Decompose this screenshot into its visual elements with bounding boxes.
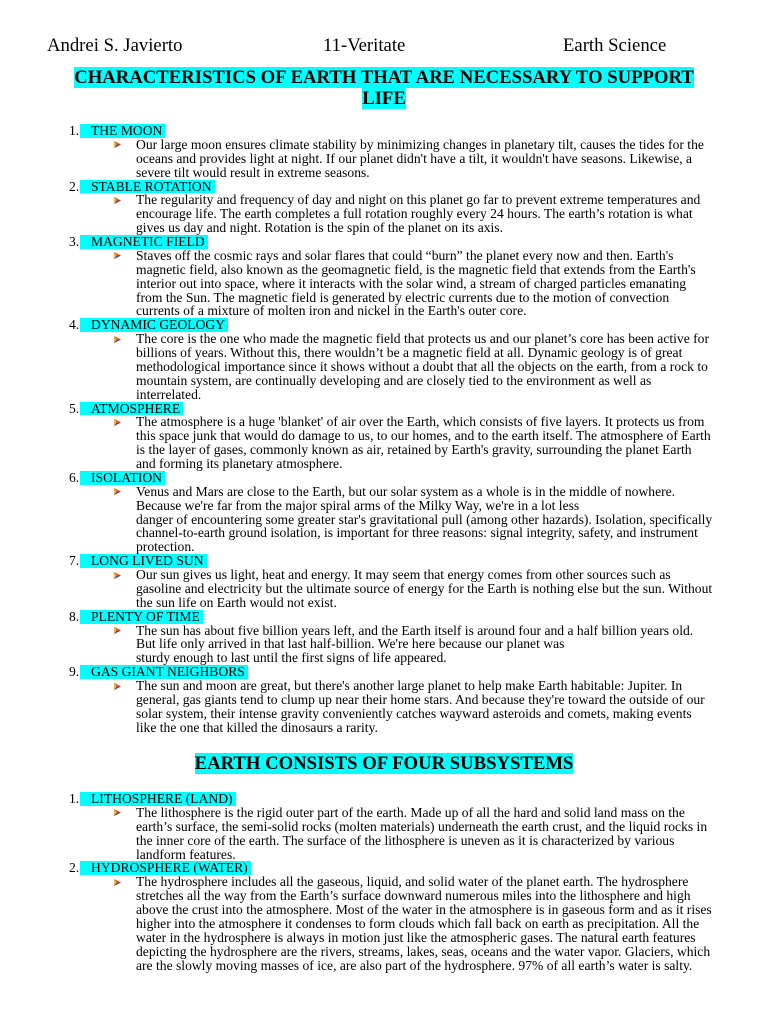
list-item bbox=[0, 402, 768, 471]
section-title-line: EARTH CONSISTS OF FOUR SUBSYSTEMS bbox=[194, 753, 574, 774]
item-label: DYNAMIC GEOLOGY bbox=[80, 318, 228, 332]
list-item bbox=[0, 180, 768, 236]
item-text-line: higher into the atmosphere it condenses to form clouds which fall back on earth as precipitation. All the bbox=[136, 915, 700, 931]
item-text-line: Venus and Mars are close to the Earth, but our solar system as a whole is in the middle of nowhere. bbox=[136, 483, 676, 499]
item-number: 2. bbox=[69, 178, 80, 194]
item-text-line: the sun life on Earth would not exist. bbox=[136, 594, 337, 610]
list-item bbox=[0, 235, 768, 318]
item-text-line: The hydrosphere includes all the gaseous, liquid, and solid water of the planet earth. The hydrosphere bbox=[136, 874, 689, 890]
list-item bbox=[0, 318, 768, 401]
item-text-line: gives us day and night. Rotation is the spin of the planet on its axis. bbox=[136, 220, 503, 236]
item-text-line: methodological importance since it shows without a doubt that all the objects on the earth, from a rock to bbox=[136, 358, 708, 374]
item-number: 5. bbox=[69, 400, 80, 416]
item-number: 3. bbox=[69, 234, 80, 249]
list-item bbox=[0, 471, 768, 554]
section-title-line: LIFE bbox=[362, 87, 406, 109]
item-text-line: But life only arrived in that last half-billion. We're here because our planet was bbox=[136, 636, 565, 652]
item-text-line: stretches all the way from the Earth’s surface downward numerous miles into the lithosphere and high bbox=[136, 888, 691, 904]
item-text-line: this space junk that would do damage to us, to our homes, and to the earth itself. The atmosphere of Earth bbox=[136, 428, 711, 444]
item-text-line: above the crust into the atmosphere. Most of the water in the atmosphere is in gaseous form and as it rises bbox=[136, 902, 712, 917]
item-text-line: are the slowly moving masses of ice, are also part of the hydrosphere. 97% of all earth’s water is salty. bbox=[136, 957, 693, 973]
item-text-line: landform features. bbox=[136, 846, 236, 862]
item-text-line: The lithosphere is the rigid outer part of the earth. Made up of all the hard and solid land mass on the bbox=[136, 804, 685, 820]
item-text-line: danger of encountering some greater star's gravitational pull (among other hazards). Isolation, specifically bbox=[136, 511, 713, 527]
item-text-line: depicting the hydrosphere are the rivers, streams, lakes, seas, oceans and the water vapor. Glaciers, which bbox=[136, 943, 711, 959]
item-label: LONG LIVED SUN bbox=[80, 554, 207, 568]
item-text-line: currents of a mixture of molten iron and nickel in the Earth's outer core. bbox=[136, 303, 527, 319]
item-text-line: from the Sun. The magnetic field is generated by electric currents due to the motion of convection bbox=[136, 289, 670, 305]
item-text-line: The sun has about five billion years left, and the Earth itself is around four and a half billion years old. bbox=[136, 622, 694, 638]
item-text-line: Staves off the cosmic rays and solar flares that could “burn” the planet every now and then. Earth's bbox=[136, 247, 674, 263]
header-student-name: Andrei S. Javierto bbox=[47, 35, 183, 56]
item-text-line: general, gas giants tend to clump up near their home stars. And because they're toward the outside of our bbox=[136, 691, 705, 707]
item-label: THE MOON bbox=[80, 124, 165, 138]
item-text-line: interrelated. bbox=[136, 386, 202, 402]
item-text-line: channel-to-earth ground isolation, is important for three reasons: signal integrity, safety, and instrument bbox=[136, 525, 698, 541]
item-text-line: and forming its planetary atmosphere. bbox=[136, 456, 343, 471]
item-text-line: The sun and moon are great, but there's another large planet to help make Earth habitable: Jupiter. In bbox=[136, 678, 683, 693]
item-text-line: severe tilt would result in extreme seasons. bbox=[136, 164, 370, 180]
section-title-line: CHARACTERISTICS OF EARTH THAT ARE NECESSARY TO SUPPORT bbox=[74, 67, 694, 88]
item-text-line: mountain system, are continually developing and are closely tied to the environment as well as bbox=[136, 372, 652, 388]
item-text-line: the inner core of the earth. The surface of the lithosphere is uneven as it is characterized by various bbox=[136, 832, 675, 848]
item-text-line: earth’s surface, the semi-solid rocks (molten materials) underneath the earth crust, and the liquid rocks in bbox=[136, 818, 708, 834]
list-item bbox=[0, 861, 768, 972]
item-label: ISOLATION bbox=[80, 471, 165, 485]
subsystems-list bbox=[0, 792, 768, 972]
item-text-line: Our large moon ensures climate stability by minimizing changes in planetary tilt, causes the tides for the bbox=[136, 136, 704, 152]
header-subject: Earth Science bbox=[563, 35, 667, 56]
list-item bbox=[0, 665, 768, 734]
item-label: PLENTY OF TIME bbox=[80, 610, 203, 624]
item-number: 9. bbox=[69, 664, 80, 680]
section-title bbox=[0, 68, 768, 109]
item-text-line: interior out into space, where it interacts with the solar wind, a stream of charged particles emanating bbox=[136, 275, 687, 291]
list-item bbox=[0, 124, 768, 180]
characteristics-list bbox=[0, 124, 768, 735]
item-text-line: is the layer of gases, commonly known as air, retained by Earth's gravity, surrounding the planet Earth bbox=[136, 442, 692, 458]
item-number: 7. bbox=[69, 553, 80, 569]
item-text-line: solar system, their intense gravity conveniently catches wayward asteroids and comets, making events bbox=[136, 705, 692, 721]
item-number: 2. bbox=[69, 860, 80, 876]
header-section: 11-Veritate bbox=[323, 35, 406, 56]
item-text-line: Because we're far from the major spiral arms of the Milky Way, we're in a lot less bbox=[136, 497, 580, 513]
item-text-line: gasoline and electricity but the ultimate source of energy for the Earth is nothing else but the sun. Without bbox=[136, 580, 713, 596]
item-label: HYDROSPHERE (WATER) bbox=[80, 861, 251, 875]
item-text-line: magnetic field, also known as the geomagnetic field, is the magnetic field that extends from the Earth's bbox=[136, 261, 696, 277]
item-text-line: The regularity and frequency of day and night on this planet go far to prevent extreme temperatures and bbox=[136, 192, 701, 208]
list-item bbox=[0, 554, 768, 610]
item-number: 4. bbox=[69, 317, 80, 333]
item-label: LITHOSPHERE (LAND) bbox=[80, 792, 236, 806]
item-label: MAGNETIC FIELD bbox=[80, 235, 208, 249]
item-number: 1. bbox=[69, 123, 80, 138]
item-text-line: protection. bbox=[136, 539, 195, 555]
item-label: STABLE ROTATION bbox=[80, 180, 215, 194]
item-text-line: Our sun gives us light, heat and energy. It may seem that energy comes from other sources such as bbox=[136, 567, 671, 582]
item-label: GAS GIANT NEIGHBORS bbox=[80, 665, 248, 679]
item-text-line: billions of years. Without this, there wouldn’t be a magnetic field at all. Dynamic geology is of great bbox=[136, 345, 683, 360]
item-label: ATMOSPHERE bbox=[80, 402, 183, 416]
item-text-line: like the one that killed the dinosaurs a rarity. bbox=[136, 719, 378, 735]
item-number: 6. bbox=[69, 469, 80, 485]
item-text-line: encourage life. The earth completes a full rotation roughly every 24 hours. The earth’s rotation is what bbox=[136, 206, 693, 222]
item-number: 1. bbox=[69, 791, 80, 806]
section-title bbox=[0, 754, 768, 775]
list-item bbox=[0, 610, 768, 666]
item-number: 8. bbox=[69, 608, 80, 624]
item-text-line: sturdy enough to last until the first signs of life appeared. bbox=[136, 650, 447, 666]
item-text-line: water in the hydrosphere is always in motion just like the atmospheric gases. The natural earth features bbox=[136, 929, 696, 945]
list-item bbox=[0, 792, 768, 861]
item-text-line: The core is the one who made the magnetic field that protects us and our planet’s core has been active for bbox=[136, 331, 709, 347]
item-text-line: The atmosphere is a huge 'blanket' of air over the Earth, which consists of five layers. It protects us from bbox=[136, 414, 705, 430]
item-text-line: oceans and provides light at night. If our planet didn't have a tilt, it wouldn't have seasons. Likewise, a bbox=[136, 150, 693, 166]
